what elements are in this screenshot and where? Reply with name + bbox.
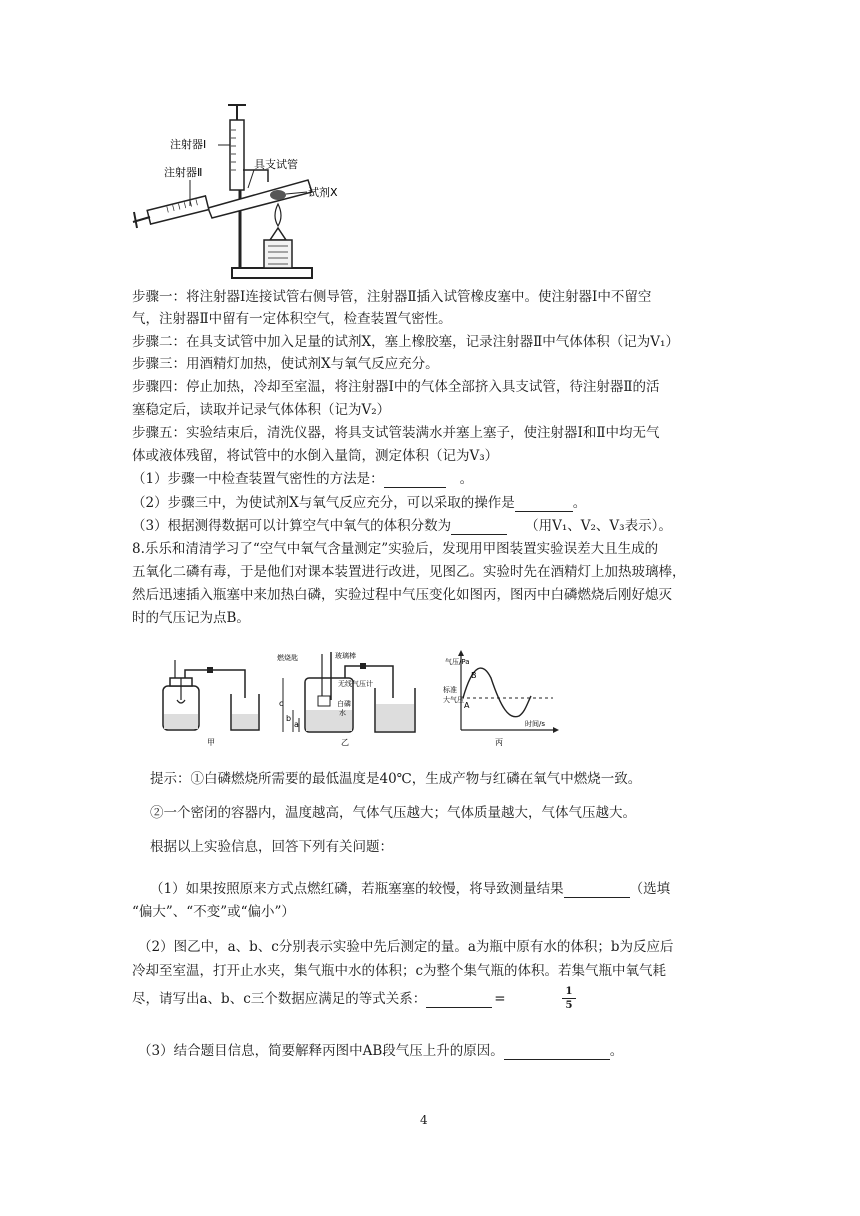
page-number: 4 — [420, 1113, 428, 1127]
bing-std-label1: 标准 — [443, 686, 457, 694]
fig-bing-caption: 丙 — [495, 738, 503, 747]
bing-ylabel: 气压/Pa — [445, 658, 470, 666]
step4-line2: 塞稳定后，读取并记录气体体积（记为V₂） — [132, 402, 391, 418]
hint-line1: 提示：①白磷燃烧所需要的最低温度是40℃，生成产物与红磷在氧气中燃烧一致。 — [150, 771, 642, 787]
q7-part3 — [132, 517, 672, 535]
q8-part2-text: 尽，请写出a、b、c三个数据应满足的等式关系： — [132, 991, 427, 1007]
q8-part3-blank[interactable] — [504, 1045, 610, 1060]
figure-yi — [277, 651, 415, 747]
q7-part3-blank[interactable] — [451, 520, 507, 535]
q8-part2-line3 — [132, 990, 506, 1008]
fraction-denominator: 5 — [565, 1000, 573, 1011]
hint-line2: ②一个密闭的容器内，温度越高，气体气压越大；气体质量越大，气体气压越大。 — [150, 805, 636, 821]
figure-bing — [443, 650, 559, 747]
yi-boli-label: 玻璃棒 — [335, 652, 356, 660]
q8-intro-line3: 然后迅速插入瓶塞中来加热白磷，实验过程中气压变化如图丙，图丙中白磷燃烧后刚好熄灭 — [132, 587, 672, 603]
q7-part1-end: 。 — [459, 471, 474, 487]
yi-water-label: 水 — [339, 709, 346, 717]
q7-part1 — [132, 470, 473, 488]
figure-jia — [163, 660, 259, 747]
yi-ranshao-label: 燃烧匙 — [277, 654, 298, 662]
tube-label: 具支试管 — [254, 158, 298, 171]
step5-line1: 步骤五：实验结束后，清洗仪器，将具支试管装满水并塞上塞子，使注射器Ⅰ和Ⅱ中均无气 — [132, 425, 660, 441]
syringe2-label: 注射器Ⅱ — [164, 166, 203, 179]
q7-part2-text: （2）步骤三中，为使试剂X与氧气反应充分，可以采取的操作是 — [132, 495, 515, 511]
q8-part3-end: 。 — [609, 1043, 624, 1059]
q8-part1-text: （1）如果按照原来方式点燃红磷，若瓶塞塞的较慢，将导致测量结果 — [150, 881, 564, 897]
bing-point-b: B — [471, 671, 477, 680]
q7-part1-blank[interactable] — [384, 473, 446, 488]
q8-part3-text: （3）结合题目信息，简要解释丙图中AB段气压上升的原因。 — [138, 1043, 504, 1059]
q8-part2-line1: （2）图乙中，a、b、c分别表示实验中先后测定的量。a为瓶中原有水的体积；b为反应后 — [138, 939, 674, 955]
q8-part2-line2: 冷却至室温，打开止水夹，集气瓶中水的体积；c为整个集气瓶的体积。若集气瓶中氧气耗 — [132, 963, 667, 979]
q7-part2-end: 。 — [572, 495, 587, 511]
yi-sensor-label: 无线气压计 — [338, 680, 373, 688]
q8-intro-line4: 时的气压记为点B。 — [132, 610, 250, 626]
q8-intro-line1: 8.乐乐和清清学习了“空气中氧气含量测定”实验后，发现用甲图装置实验误差大且生成的 — [132, 541, 659, 557]
yi-baipin-label: 白磷 — [337, 700, 351, 708]
bing-point-a: A — [464, 701, 470, 710]
q8-part1-line2: “偏大”、“不变”或“偏小”） — [132, 904, 295, 920]
fig-jia-caption: 甲 — [207, 738, 215, 747]
apparatus-figure — [128, 100, 458, 285]
lead-line: 根据以上实验信息，回答下列有关问题： — [150, 839, 393, 855]
fraction-one-fifth — [562, 986, 576, 1011]
bing-std-label2: 大气压 — [443, 696, 464, 704]
step2: 步骤二：在具支试管中加入足量的试剂X，塞上橡胶塞，记录注射器Ⅱ中气体体积（记为V₁） — [132, 334, 679, 350]
step3: 步骤三：用酒精灯加热，使试剂X与氧气反应充分。 — [132, 356, 439, 372]
q7-part3-end: （用V₁、V₂、V₃表示）。 — [525, 518, 672, 534]
step4-line1: 步骤四：停止加热，冷却至室温，将注射器Ⅰ中的气体全部挤入具支试管，待注射器Ⅱ的活 — [132, 379, 660, 395]
step1-line2: 气，注射器Ⅱ中留有一定体积空气，检查装置气密性。 — [132, 311, 452, 327]
q7-part2-blank[interactable] — [515, 497, 573, 512]
fig-yi-caption: 乙 — [341, 738, 349, 747]
syringe1-label: 注射器Ⅰ — [170, 138, 207, 151]
experiment-figures — [155, 648, 565, 748]
fraction-numerator: 1 — [565, 986, 573, 997]
q8-part3 — [138, 1042, 623, 1060]
yi-c-label: c — [279, 699, 284, 708]
step5-line2: 体或液体残留，将试管中的水倒入量筒，测定体积（记为V₃） — [132, 448, 499, 464]
yi-a-label: a — [294, 720, 299, 729]
yi-b-label: b — [286, 714, 292, 723]
q7-part1-text: （1）步骤一中检查装置气密性的方法是： — [132, 471, 384, 487]
bing-xlabel: 时间/s — [525, 720, 546, 728]
q8-intro-line2: 五氧化二磷有毒，于是他们对课本装置进行改进，见图乙。实验时先在酒精灯上加热玻璃棒， — [132, 564, 686, 580]
q8-part2-blank[interactable] — [426, 993, 492, 1008]
q8-part1-line1 — [150, 880, 670, 898]
q7-part3-text: （3）根据测得数据可以计算空气中氧气的体积分数为 — [132, 518, 452, 534]
q7-part2 — [132, 494, 586, 512]
q8-part2-eq: = — [494, 991, 506, 1007]
q8-part1-tail: （选填 — [629, 881, 671, 897]
step1-line1: 步骤一：将注射器Ⅰ连接试管右侧导管，注射器Ⅱ插入试管橡皮塞中。使注射器Ⅰ中不留空 — [132, 289, 652, 305]
q8-part1-blank[interactable] — [564, 883, 630, 898]
reagent-label: 试剂X — [308, 186, 338, 199]
